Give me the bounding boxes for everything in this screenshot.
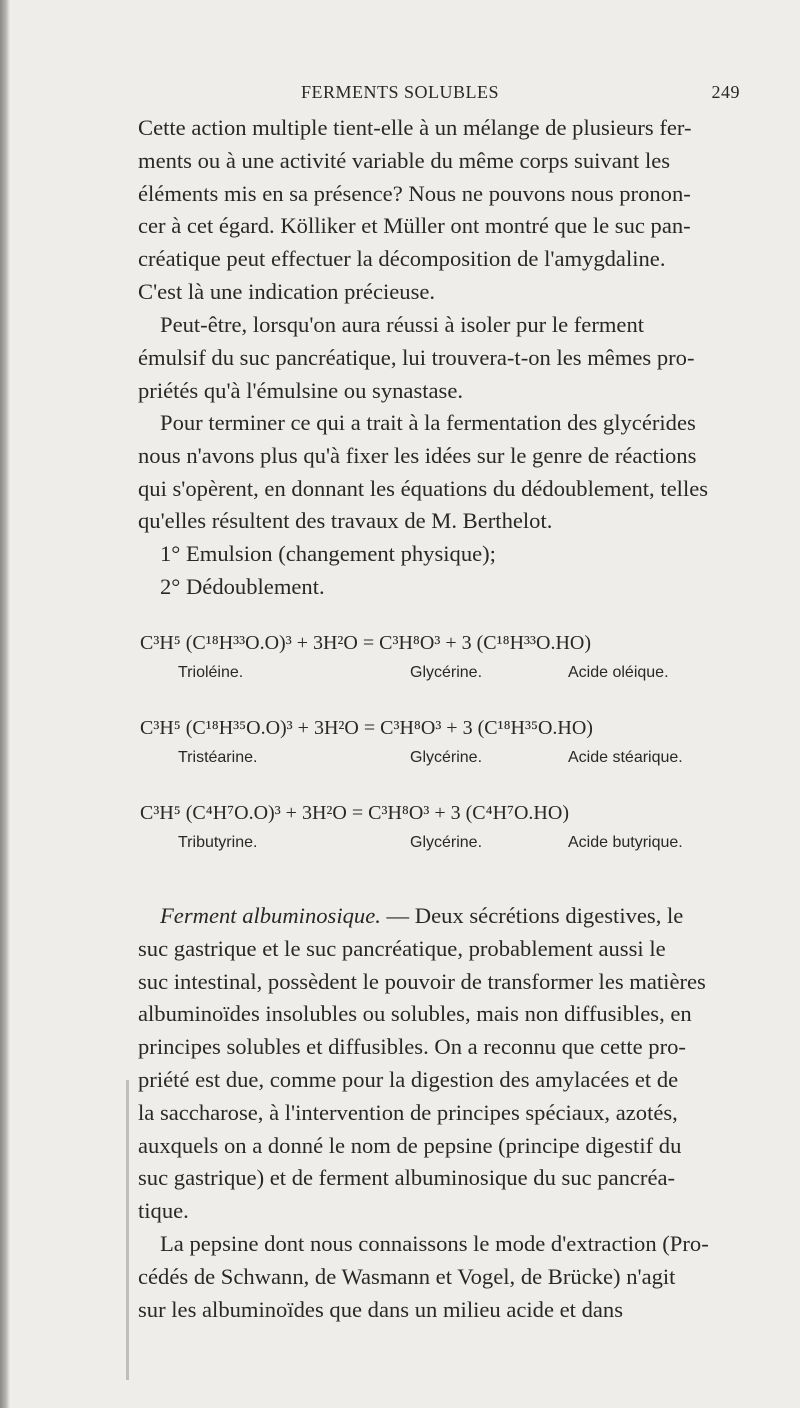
text-line: la saccharose, à l'intervention de principes spéciaux, azotés, (138, 1099, 678, 1125)
page-number: 249 (711, 82, 740, 102)
text-line: suc gastrique) et de ferment albuminosique du suc pancréa- (138, 1165, 676, 1191)
page-edge-shadow (0, 0, 10, 1408)
equation-trioleine (140, 632, 740, 698)
text-line: Pour terminer ce qui a trait à la fermentation des glycérides (160, 410, 696, 435)
text-line: auxquels on a donné le nom de pepsine (principe digestif du (138, 1132, 682, 1158)
text-line: Peut-être, lorsqu'on aura réussi à isoler pur le ferment (160, 312, 645, 337)
text-line: ments ou à une activité variable du même corps suivant les (138, 147, 671, 173)
equation-label: Glycérine. (410, 749, 483, 766)
text-line: cer à cet égard. Kölliker et Müller ont montré que le suc pan- (138, 213, 691, 239)
equation-label: Acide stéarique. (568, 749, 683, 766)
equation-label: Glycérine. (410, 664, 483, 681)
text-line: priétés qu'à l'émulsine ou synastase. (138, 377, 464, 403)
paragraph-2 (138, 309, 738, 407)
equation-label: Acide butyrique. (568, 834, 683, 851)
equation-label: Tristéarine. (178, 749, 258, 766)
text-line: qui s'opèrent, en donnant les équations du dédoublement, telles (138, 475, 709, 501)
paragraph-3 (138, 407, 738, 604)
equation-label: Glycérine. (410, 834, 483, 851)
equation-tristearine (140, 717, 740, 783)
equation-formula: C³H⁵ (C⁴H⁷O.O)³ + 3H²O = C³H⁸O³ + 3 (C⁴H⁷O.HO) (140, 802, 569, 824)
equation-label: Trioléine. (178, 664, 244, 681)
equation-formula: C³H⁵ (C¹⁸H³³O.O)³ + 3H²O = C³H⁸O³ + 3 (C¹⁸H³³O.HO) (140, 632, 592, 654)
text-line: cédés de Schwann, de Wasmann et Vogel, de Brücke) n'agit (138, 1263, 676, 1289)
text-line: suc intestinal, possèdent le pouvoir de transformer les matières (138, 968, 706, 994)
text-line: C'est là une indication précieuse. (138, 278, 436, 304)
list-item: 1° Emulsion (changement physique); (160, 541, 496, 567)
text-line: éléments mis en sa présence? Nous ne pouvons nous pronon- (138, 180, 691, 206)
list-item: 2° Dédoublement. (160, 573, 325, 599)
text-line: albuminoïdes insolubles ou solubles, mais non diffusibles, en (138, 1001, 692, 1027)
equation-formula: C³H⁵ (C¹⁸H³⁵O.O)³ + 3H²O = C³H⁸O³ + 3 (C¹⁸H³⁵O.HO) (140, 717, 593, 739)
text-line: sur les albuminoïdes que dans un milieu acide et dans (138, 1296, 624, 1322)
text-line: créatique peut effectuer la décomposition de l'amygdaline. (138, 246, 666, 272)
text-line: suc gastrique et le suc pancréatique, probablement aussi le (138, 935, 666, 961)
paragraph-1 (138, 112, 738, 309)
text-line: La pepsine dont nous connaissons le mode d'extraction (Pro- (160, 1231, 709, 1256)
section-heading: Ferment albuminosique. (160, 903, 381, 928)
text-line: Cette action multiple tient-elle à un mélange de plusieurs fer- (138, 115, 692, 140)
equation-label: Acide oléique. (568, 664, 669, 681)
text-line: tique. (138, 1198, 189, 1224)
text-line: qu'elles résultent des travaux de M. Berthelot. (138, 508, 553, 534)
running-title: FERMENTS SOLUBLES (300, 82, 500, 102)
text-span: — Deux sécrétions digestives, le (380, 903, 684, 928)
text-line (138, 900, 738, 933)
paragraph-ferment-albuminosique (138, 900, 738, 1228)
paragraph-pepsine (138, 1228, 738, 1326)
equation-label: Tributyrine. (178, 834, 258, 851)
equation-tributyrine (140, 802, 740, 868)
margin-shadow (126, 1080, 129, 1380)
text-line: nous n'avons plus qu'à fixer les idées sur le genre de réactions (138, 442, 697, 468)
text-line: principes solubles et diffusibles. On a reconnu que cette pro- (138, 1034, 686, 1060)
text-line: émulsif du suc pancréatique, lui trouvera-t-on les mêmes pro- (138, 344, 695, 370)
text-line: priété est due, comme pour la digestion des amylacées et de (138, 1066, 679, 1092)
